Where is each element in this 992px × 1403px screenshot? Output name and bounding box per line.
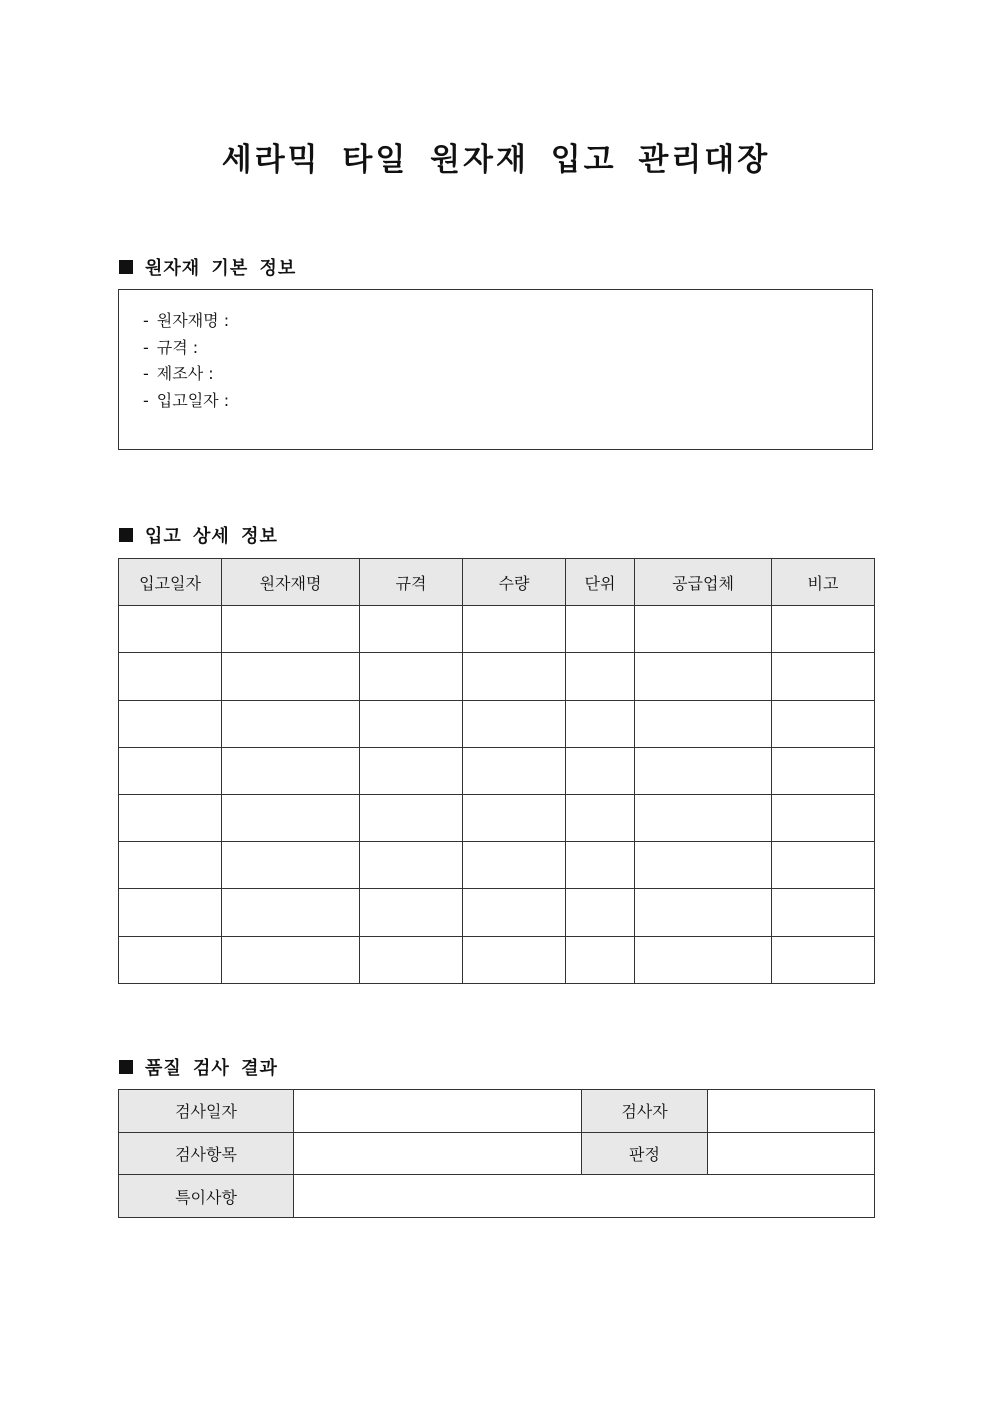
table-cell[interactable] xyxy=(222,747,360,794)
column-header-spec: 규격 xyxy=(360,559,463,606)
receipt-detail-table xyxy=(118,558,875,984)
table-cell[interactable] xyxy=(222,936,360,983)
table-cell[interactable] xyxy=(566,794,635,841)
table-row xyxy=(119,653,875,700)
table-cell[interactable] xyxy=(566,842,635,889)
label-inspector: 검사자 xyxy=(582,1090,708,1133)
section-heading-quality-inspection xyxy=(119,1054,278,1080)
table-row xyxy=(119,1090,875,1133)
section-heading-label: 품질 검사 결과 xyxy=(145,1058,278,1079)
table-cell[interactable] xyxy=(772,606,875,653)
table-cell[interactable] xyxy=(635,700,772,747)
label-remarks: 특이사항 xyxy=(119,1175,294,1218)
table-cell[interactable] xyxy=(222,606,360,653)
label-inspection-item: 검사항목 xyxy=(119,1132,294,1175)
column-header-supplier: 공급업체 xyxy=(635,559,772,606)
table-cell[interactable] xyxy=(360,700,463,747)
section-heading-basic-info xyxy=(119,254,296,280)
table-row xyxy=(119,1132,875,1175)
table-cell[interactable] xyxy=(566,889,635,936)
label-judgment: 판정 xyxy=(582,1132,708,1175)
table-cell[interactable] xyxy=(566,747,635,794)
table-header-row xyxy=(119,559,875,606)
table-cell[interactable] xyxy=(635,747,772,794)
table-cell[interactable] xyxy=(566,653,635,700)
table-cell[interactable] xyxy=(566,700,635,747)
column-header-receipt-date: 입고일자 xyxy=(119,559,222,606)
section-heading-label: 원자재 기본 정보 xyxy=(145,258,297,279)
table-cell[interactable] xyxy=(360,747,463,794)
table-cell[interactable] xyxy=(463,842,566,889)
label-inspection-date: 검사일자 xyxy=(119,1090,294,1133)
basic-info-receipt-date: - 입고일자 : xyxy=(143,390,230,410)
table-cell[interactable] xyxy=(772,889,875,936)
table-cell[interactable] xyxy=(463,606,566,653)
table-cell[interactable] xyxy=(119,606,222,653)
table-cell[interactable] xyxy=(772,842,875,889)
inspector-cell[interactable] xyxy=(708,1090,875,1133)
table-cell[interactable] xyxy=(360,653,463,700)
table-cell[interactable] xyxy=(222,794,360,841)
table-cell[interactable] xyxy=(360,842,463,889)
table-row xyxy=(119,936,875,983)
section-heading-label: 입고 상세 정보 xyxy=(145,526,278,547)
table-cell[interactable] xyxy=(119,889,222,936)
table-cell[interactable] xyxy=(360,889,463,936)
table-cell[interactable] xyxy=(463,653,566,700)
column-header-quantity: 수량 xyxy=(463,559,566,606)
table-cell[interactable] xyxy=(772,747,875,794)
inspection-item-cell[interactable] xyxy=(294,1132,582,1175)
table-cell[interactable] xyxy=(772,653,875,700)
basic-info-spec: - 규격 : xyxy=(143,337,199,357)
inspection-date-cell[interactable] xyxy=(294,1090,582,1133)
table-cell[interactable] xyxy=(222,889,360,936)
table-row xyxy=(119,1175,875,1218)
basic-info-manufacturer: - 제조사 : xyxy=(143,364,214,383)
table-cell[interactable] xyxy=(119,747,222,794)
table-row xyxy=(119,747,875,794)
table-cell[interactable] xyxy=(463,936,566,983)
column-header-unit: 단위 xyxy=(566,559,635,606)
square-bullet-icon xyxy=(119,1060,133,1074)
table-cell[interactable] xyxy=(635,653,772,700)
basic-info-material-name: - 원자재명 : xyxy=(143,311,230,330)
table-cell[interactable] xyxy=(635,889,772,936)
table-cell[interactable] xyxy=(119,700,222,747)
square-bullet-icon xyxy=(119,260,133,274)
table-row xyxy=(119,794,875,841)
table-cell[interactable] xyxy=(222,700,360,747)
section-heading-receipt-detail xyxy=(119,522,278,548)
basic-info-box xyxy=(118,289,873,450)
table-cell[interactable] xyxy=(463,700,566,747)
table-cell[interactable] xyxy=(360,936,463,983)
table-cell[interactable] xyxy=(772,700,875,747)
table-cell[interactable] xyxy=(772,794,875,841)
table-cell[interactable] xyxy=(119,842,222,889)
table-cell[interactable] xyxy=(635,842,772,889)
table-cell[interactable] xyxy=(566,606,635,653)
table-cell[interactable] xyxy=(119,936,222,983)
judgment-cell[interactable] xyxy=(708,1132,875,1175)
column-header-remarks: 비고 xyxy=(772,559,875,606)
table-row xyxy=(119,606,875,653)
table-row xyxy=(119,700,875,747)
table-cell[interactable] xyxy=(222,653,360,700)
table-cell[interactable] xyxy=(635,936,772,983)
page-title: 세라믹 타일 원자재 입고 관리대장 xyxy=(221,142,771,178)
square-bullet-icon xyxy=(119,528,133,542)
table-cell[interactable] xyxy=(463,747,566,794)
table-cell[interactable] xyxy=(463,889,566,936)
table-cell[interactable] xyxy=(635,794,772,841)
table-cell[interactable] xyxy=(360,606,463,653)
table-cell[interactable] xyxy=(772,936,875,983)
column-header-material-name: 원자재명 xyxy=(222,559,360,606)
table-cell[interactable] xyxy=(360,794,463,841)
table-cell[interactable] xyxy=(222,842,360,889)
table-cell[interactable] xyxy=(566,936,635,983)
table-cell[interactable] xyxy=(119,794,222,841)
table-row xyxy=(119,842,875,889)
table-row xyxy=(119,889,875,936)
table-cell[interactable] xyxy=(463,794,566,841)
table-cell[interactable] xyxy=(635,606,772,653)
remarks-cell[interactable] xyxy=(294,1175,875,1218)
quality-inspection-table xyxy=(118,1089,875,1218)
table-cell[interactable] xyxy=(119,653,222,700)
